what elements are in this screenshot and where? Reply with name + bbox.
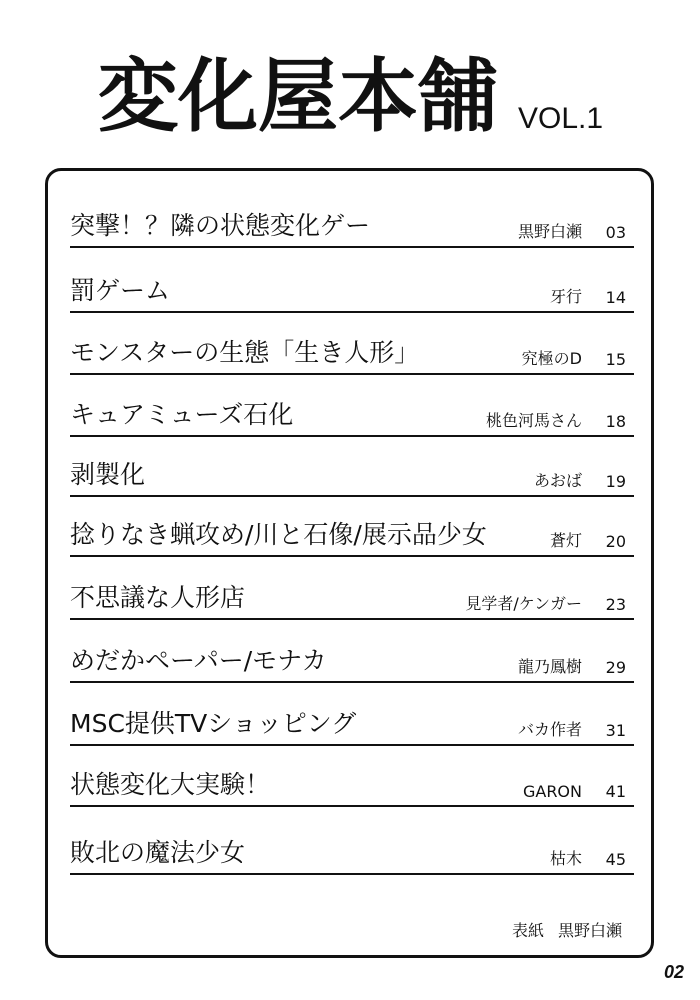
toc-entry-page: 29 [605, 658, 626, 677]
entry-divider [70, 805, 634, 807]
toc-entry [70, 686, 634, 746]
toc-entry-title: めだかペーパー/モナカ [70, 646, 327, 675]
toc-entry [70, 437, 634, 497]
entry-divider [70, 744, 634, 746]
toc-entry-author: 見学者/ケンガー [465, 594, 582, 613]
cover-author: 黒野白瀬 [557, 921, 622, 940]
entry-divider [70, 618, 634, 620]
entry-divider [70, 681, 634, 683]
toc-entry-page: 20 [605, 532, 626, 551]
toc-entry-title: 敗北の魔法少女 [70, 838, 246, 867]
toc-entry [70, 253, 634, 313]
entry-divider [70, 246, 634, 248]
toc-entry [70, 815, 634, 875]
toc-entry [70, 623, 634, 683]
toc-entry-page: 19 [605, 472, 626, 491]
toc-entry-author: 枯木 [549, 849, 582, 868]
toc-entry-page: 18 [605, 412, 626, 431]
toc-entry-author: バカ作者 [517, 720, 582, 739]
toc-entry [70, 560, 634, 620]
toc-entry-title: 突撃！？隣の状態変化ゲー [70, 211, 371, 240]
toc-entry-author: 牙行 [549, 287, 582, 306]
toc-entry [70, 315, 634, 375]
toc-entry-page: 15 [605, 350, 626, 369]
toc-entry [70, 747, 634, 807]
toc-entry-page: 45 [605, 850, 626, 869]
toc-entry-page: 31 [605, 721, 626, 740]
volume-label: VOL.1 [518, 102, 604, 135]
toc-entry-page: 41 [605, 782, 626, 801]
entry-divider [70, 873, 634, 875]
page-title: 変化屋本舗 [98, 50, 498, 143]
toc-entry-author: GARON [522, 782, 582, 801]
toc-entry-page: 14 [605, 288, 626, 307]
page-number: 02 [664, 962, 685, 982]
toc-entry [70, 497, 634, 557]
entry-divider [70, 555, 634, 557]
toc-entry-title: MSC提供TVショッピング [70, 709, 357, 738]
toc-entry [70, 188, 634, 248]
toc-entry-title: キュアミューズ石化 [70, 400, 294, 429]
toc-entry-author: 龍乃鳳樹 [517, 657, 582, 676]
entry-divider [70, 311, 634, 313]
toc-entry-title: モンスターの生態「生き人形」 [70, 338, 420, 367]
toc-entry-page: 23 [605, 595, 626, 614]
cover-label: 表紙 [511, 921, 544, 940]
toc-entry-title: 不思議な人形店 [70, 583, 246, 612]
toc-entry-author: 究極のD [521, 349, 582, 368]
toc-entry-page: 03 [605, 223, 626, 242]
header [98, 52, 618, 142]
toc-entry-title: 捻りなき蝋攻め/川と石像/展示品少女 [70, 520, 487, 549]
toc-entry [70, 377, 634, 437]
toc-entry-author: あおば [533, 471, 582, 490]
toc-entry-title: 剥製化 [70, 460, 146, 489]
toc-entry-author: 黒野白瀬 [517, 222, 582, 241]
toc-entry-author: 桃色河馬さん [485, 411, 582, 430]
toc-entry-author: 蒼灯 [549, 531, 582, 550]
toc-entry-title: 状態変化大実験！ [70, 770, 271, 799]
cover-credit [512, 918, 622, 941]
toc-entry-title: 罰ゲーム [70, 276, 171, 305]
entry-divider [70, 373, 634, 375]
